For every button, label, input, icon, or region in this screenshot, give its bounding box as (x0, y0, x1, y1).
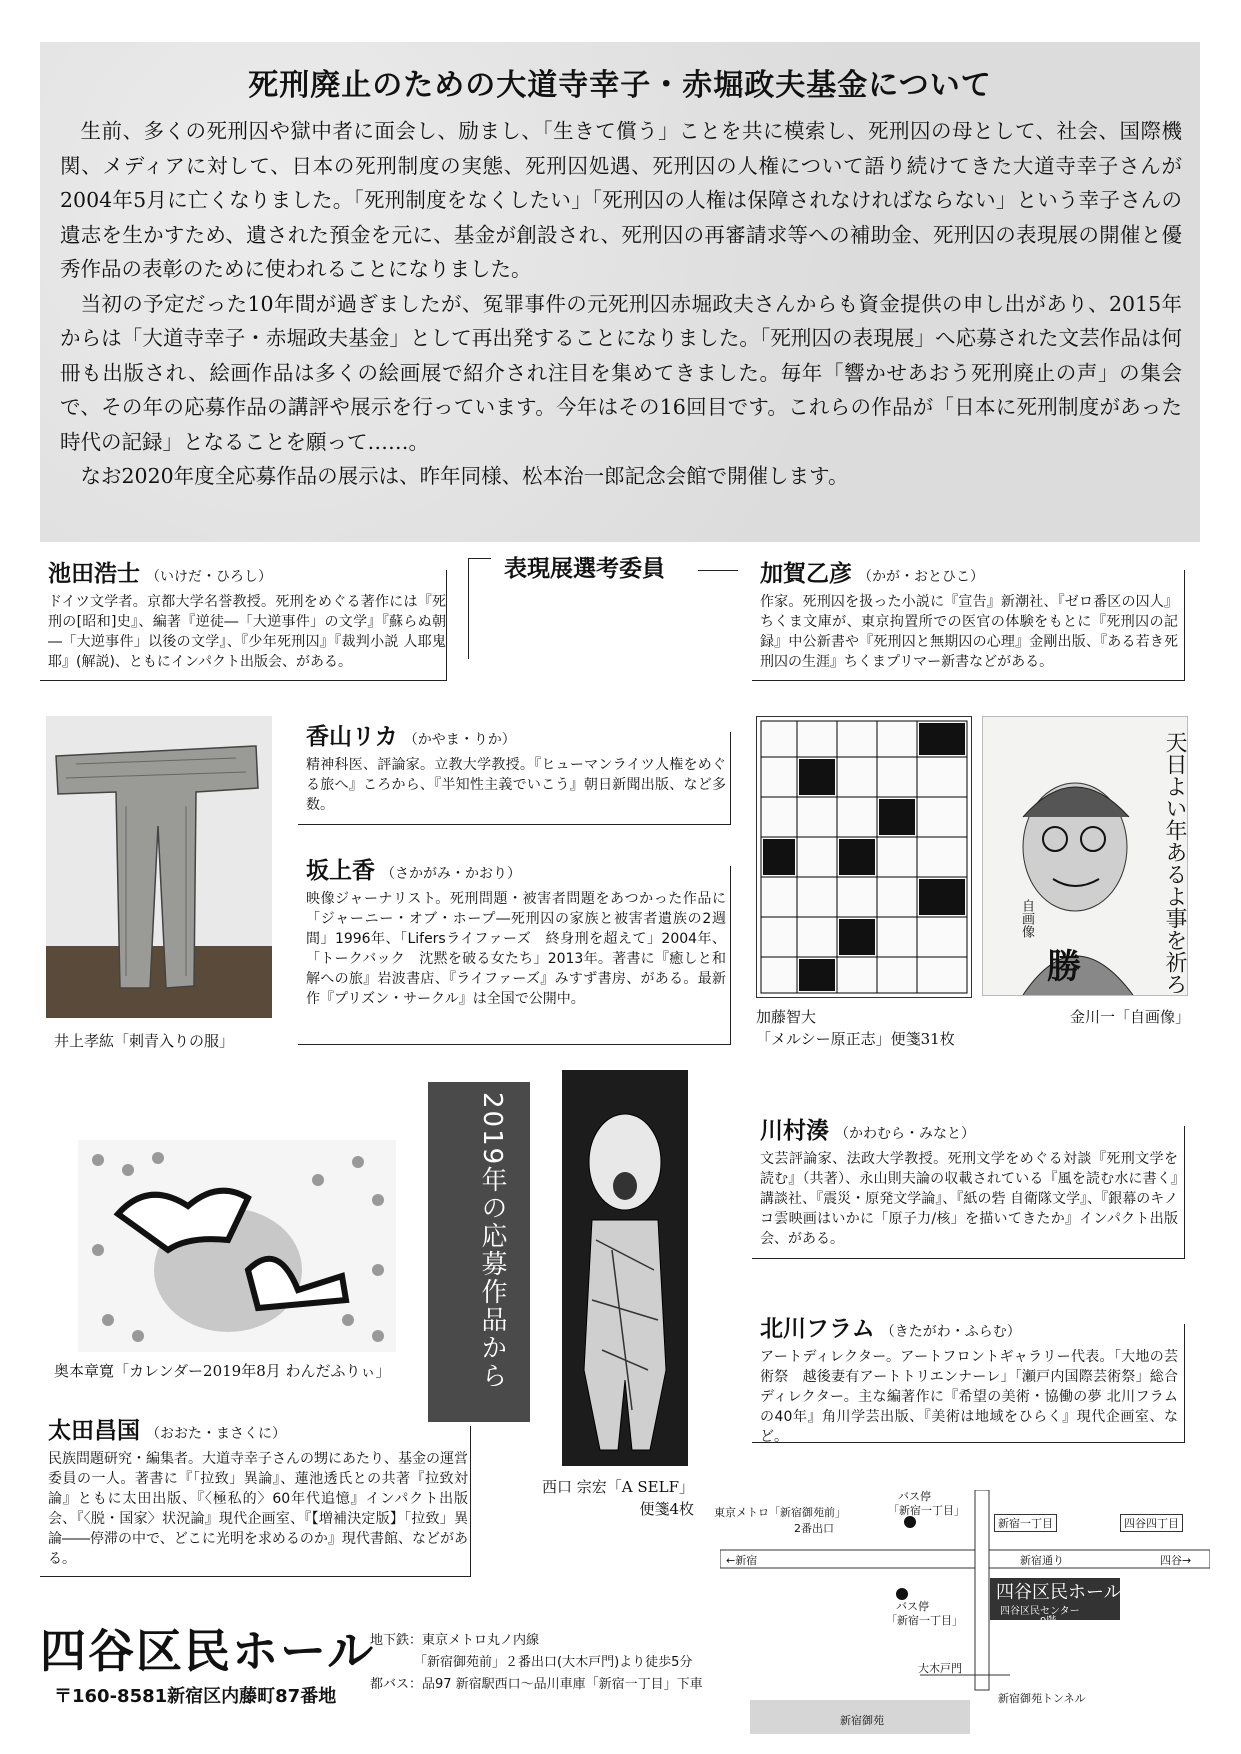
map-arrow-right: 四谷→ (1160, 1554, 1192, 1567)
figure-illustration (562, 1070, 688, 1466)
map-bus-stop-bottom-2: 「新宿一丁目」 (886, 1614, 963, 1627)
member-ruby: （かが・おとひこ） (858, 569, 984, 585)
member-ruby: （さかがみ・かおり） (381, 866, 521, 882)
member-name: 坂上香 (306, 858, 375, 884)
member-desc: 映像ジャーナリスト。死刑問題・被害者問題をあつかった作品に「ジャーニー・オブ・ホープ―死刑囚の家族と被害者遺族の2週間」1996年、「Lifersライファーズ 終身刑を超えて」2004年、「トークバック 沈黙を破る女たち」2013年。著書に『癒しと和解への旅』岩波書店、『ライファーズ』みすず書房、がある。最新作『プリズン・サークル』は全国で公開中。 (306, 891, 726, 1007)
manga-grid-illustration (757, 717, 971, 997)
member-ruby: （かやま・りか） (403, 732, 516, 748)
portrait-inscription: 天日よい年あるよ事を祈ろ (1162, 731, 1187, 995)
map-bus-stop-bottom-1: バス停 (896, 1600, 929, 1613)
member-name: 香山リカ (306, 724, 398, 750)
member-ota-frame (40, 1426, 471, 1577)
member-ikeda-frame (40, 570, 447, 681)
map-bus-stop-top-2: 「新宿一丁目」 (888, 1504, 965, 1517)
caption-okumoto: 奥本章寛「カレンダー2019年8月 わんだふりぃ」 (54, 1362, 391, 1380)
caption-kato-line1: 加藤智大 (756, 1008, 817, 1026)
member-name: 池田浩士 (48, 561, 140, 587)
member-ruby: （きたがわ・ふらむ） (880, 1324, 1021, 1340)
artwork-okumoto-image (78, 1140, 396, 1352)
garment-illustration (46, 716, 272, 1018)
member-sakagami-frame (298, 866, 731, 1045)
foundation-paragraph: なお2020年度全応募作品の展示は、昨年同様、松本治一郎記念会館で開催します。 (80, 464, 849, 488)
member-desc: 民族問題研究・編集者。大道寺幸子さんの甥にあたり、基金の運営委員の一人。著書に『「拉致」異論』、蓮池透氏との共著『拉致対論』ともに太田出版、『〈極私的〉60年代追憶』インパクト出版会、『〈脱・国家〉状況論』現代企画室、『【増補決定版】「拉致」異論――停滞の中で、どこに光明を求めるのか』現代書館、などがある。 (48, 1451, 468, 1567)
map-floor: 9階 (1040, 1616, 1057, 1627)
member-name: 北川フラム (760, 1316, 875, 1342)
member-desc: 作家。死刑囚を扱った小説に『宣告』新潮社、『ゼロ番区の囚人』ちくま文庫が、東京拘置所での医官の体験をもとに『死刑囚の記録』中公新書や『死刑囚と無期囚の心理』金剛出版、『ある若き死刑囚の生涯』ちくまプリマー新書などがある。 (760, 594, 1178, 670)
map-bus-stop-top-1: バス停 (898, 1490, 931, 1503)
map-crossing-1: 新宿一丁目 (994, 1514, 1057, 1532)
artwork-kanagawa-image (982, 716, 1188, 996)
member-desc: アートディレクター。アートフロントギャラリー代表。「大地の芸術祭 越後妻有アートトリエンナーレ」「瀬戸内国際芸術祭」総合ディレクター。主な編著作に『希望の美術・協働の夢 北川フラムの40年』角川学芸出版、『美術は地域をひらく』現代企画室、など。 (760, 1349, 1178, 1445)
portrait-side-label: 自画像 (1019, 899, 1034, 938)
committee-rule (698, 570, 738, 571)
member-kitagawa-frame (752, 1324, 1185, 1443)
member-ruby: （かわむら・みなと） (835, 1126, 975, 1142)
member-desc: ドイツ文学者。京都大学名誉教授。死刑をめぐる著作には『死刑の[昭和]史』、編著『逆徒―「大逆事件」の文学』『蘇らぬ朝―「大逆事件」以後の文学』、『少年死刑囚』『裁判小説 人耶鬼耶』(解説)、ともにインパクト出版会、がある。 (48, 594, 446, 670)
committee-bracket-left (468, 558, 491, 659)
caption-kanagawa: 金川一「自画像」 (1070, 1008, 1191, 1026)
access-line: 「新宿御苑前」２番出口(大木戸門)より徒歩5分 (414, 1655, 693, 1670)
member-name: 加賀乙彦 (760, 561, 852, 587)
map-crossing-2: 四谷四丁目 (1120, 1514, 1183, 1532)
map-gyoen: 新宿御苑 (840, 1714, 884, 1727)
access-line: 地下鉄：東京メトロ丸ノ内線 (370, 1633, 540, 1648)
self-portrait-illustration (983, 717, 1187, 995)
member-ruby: （いけだ・ひろし） (146, 569, 272, 585)
venue-name: 四谷区民ホール (40, 1624, 376, 1678)
map-gate: 大木戸門 (918, 1662, 962, 1675)
venue-address: 〒160-8581新宿区内藤町87番地 (54, 1686, 337, 1707)
artwork-kato-image (756, 716, 972, 998)
member-name: 川村湊 (760, 1118, 829, 1144)
artwork-nishiguchi-image (562, 1070, 688, 1466)
foundation-paragraph: 生前、多くの死刑囚や獄中者に面会し、励まし、「生きて償う」ことを共に模索し、死刑囚の母として、社会、国際機関、メディアに対して、日本の死刑制度の実態、死刑囚処遇、死刑囚の人権について語り続けてきた大道寺幸子さんが2004年5月に亡くなりました。「死刑制度をなくしたい」「死刑囚の人権は保障されなければならない」という幸子さんの遺志を生かすため、遺された預金を元に、基金が創設され、死刑囚の再審請求等への補助金、死刑囚の表現展の開催と優秀作品の表彰のために使われることになりました。 (60, 119, 1182, 281)
map-metro-exit: 2番出口 (794, 1522, 834, 1535)
committee-heading: 表現展選考委員 (504, 556, 665, 582)
member-desc: 精神科医、評論家。立教大学教授。『ヒューマンライツ人権をめぐる旅へ』ころから、『半知性主義でいこう』朝日新聞出版、など多数。 (306, 757, 726, 813)
caption-nishiguchi (534, 1476, 694, 1520)
member-ruby: （おおた・まさくに） (146, 1426, 286, 1442)
map-metro: 東京メトロ「新宿御苑前」 (714, 1506, 846, 1519)
caption-nishiguchi-line1: 西口 宗宏「A SELF」 (542, 1478, 694, 1496)
caption-kato (756, 1006, 955, 1050)
caption-kato-line2: 「メルシー原正志」便箋31枚 (756, 1030, 955, 1048)
foundation-body (60, 114, 1182, 494)
banner-2019-works: 2019年の応募作品から (428, 1082, 530, 1422)
portrait-signature: 勝 (1047, 947, 1081, 987)
member-kawamura-frame (752, 1126, 1185, 1259)
calendar-illustration (78, 1140, 396, 1352)
access-map (714, 1490, 1210, 1740)
member-name: 太田昌国 (48, 1418, 140, 1444)
committee-frame (468, 558, 740, 678)
member-kaga-frame (752, 570, 1185, 681)
foundation-section (40, 42, 1200, 542)
map-hall: 四谷区民ホール (996, 1582, 1122, 1603)
foundation-paragraph: 当初の予定だった10年間が過ぎましたが、冤罪事件の元死刑囚赤堀政夫さんからも資金提供の申し出があり、2015年からは「大道寺幸子・赤堀政夫基金」として再出発することになりました。「死刑囚の表現展」へ応募された文芸作品は何冊も出版され、絵画作品は多くの絵画展で紹介され注目を集めてきました。毎年「響かせあおう死刑廃止の声」の集会で、その年の応募作品の講評や展示を行っています。今年はその16回目です。これらの作品が「日本に死刑制度があった時代の記録」となることを願って……。 (60, 291, 1182, 454)
map-arrow-left: ←新宿 (726, 1554, 758, 1567)
map-tunnel: 新宿御苑トンネル (998, 1692, 1086, 1705)
venue-access (370, 1630, 703, 1696)
access-line: 都バス：品97 新宿駅西口～品川車庫「新宿一丁目」下車 (370, 1677, 703, 1692)
map-center: 四谷区民センター (1000, 1606, 1080, 1617)
foundation-title: 死刑廃止のための大道寺幸子・赤堀政夫基金について (248, 68, 992, 103)
caption-nishiguchi-line2: 便箋4枚 (639, 1500, 694, 1518)
artwork-inoue-photo (46, 716, 272, 1018)
caption-inoue: 井上孝紘「刺青入りの服」 (54, 1032, 235, 1050)
map-street: 新宿通り (1020, 1554, 1064, 1567)
member-desc: 文芸評論家、法政大学教授。死刑文学をめぐる対談『死刑文学を読む』（共著）、永山則夫論の収載されている『風を読む水に書く』講談社、『震災・原発文学論』、『紙の砦 自衛隊文学』、『銀幕のキノコ雲映画はいかに「原子力/核」を描いてきたか』インパクト出版会、がある。 (760, 1151, 1178, 1247)
member-kayama-frame (298, 732, 731, 825)
